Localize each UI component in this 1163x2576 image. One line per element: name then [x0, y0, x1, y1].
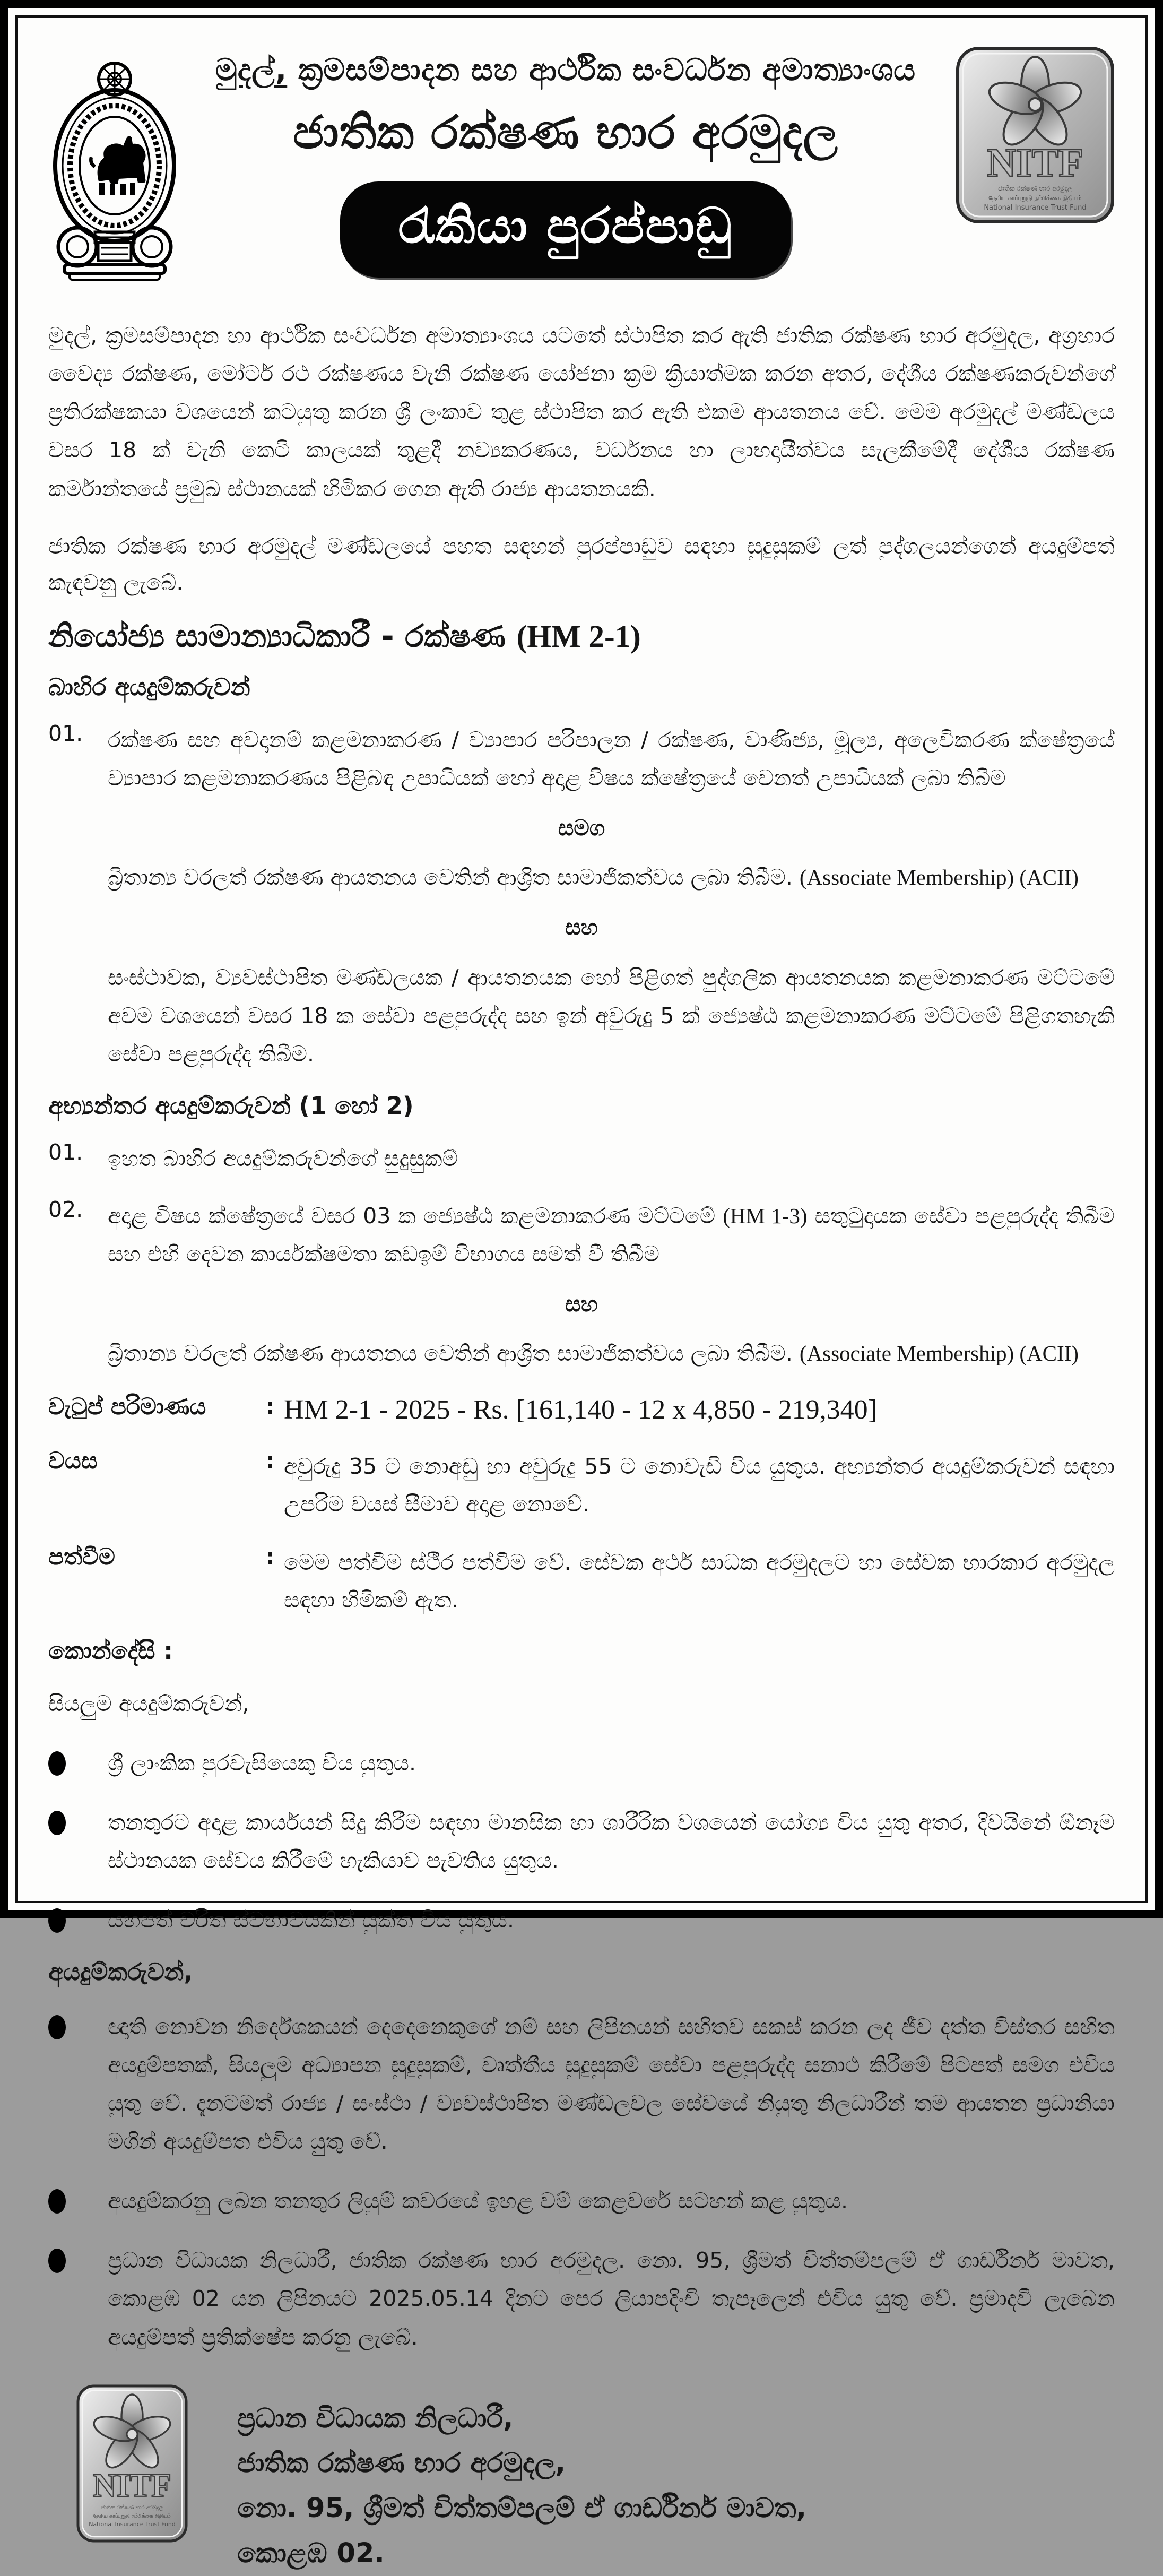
- notice-inner-frame: [15, 15, 1148, 2569]
- condition-bullet-2: [48, 1803, 1115, 1880]
- colon: :: [265, 1544, 275, 1571]
- internal-applicants-heading: අභ්‍යන්තර අයදුම්කරුවන් (1 හෝ 2): [48, 1091, 414, 1120]
- age-value: අවුරුදු 35 ට නොඅඩු හා අවුරුදු 55 ට නොවැඩි විය යුතුය. අභ්‍යන්තර අයදුම්කරුවන් සඳහා උපරිම වයස් සීමාව අදාළ නොවේ.: [284, 1454, 1115, 1517]
- bullet-text: ඥාති නොවන නිර්දේශකයන් දෙදෙනෙකුගේ නම් සහ ලිපිනයන් සහිතව සකස් කරන ලද ජීව දත්ත විස්තර සහිත අයදුම්පතක්, සියලුම අධ්‍යාපන සුදුසුකම්, වෘත්තීය සුදුසුකම් සේවා පළපුරුද්ද සනාථ කිරීමේ පිටපත් සමග එවිය යුතු වේ. දැනටමත් රාජ්‍ය / සංස්ථා / ව්‍යවස්ථාපිත මණ්ඩලවල සේවයේ නියුතු නිලධාරීන් තම ආයතන ප්‍රධානියා මගින් අයදුම්පත එවිය යුතු වේ.: [108, 2013, 1115, 2155]
- item-number: 01.: [48, 721, 83, 747]
- external-experience: සංස්ථාවක, ව්‍යවස්ථාපිත මණ්ඩලයක / ආයතනයක හෝ පිළිගත් පුද්ගලික ආයතනයක කළමනාකරණ මට්ටමේ අවම වශයෙන් වසර 18 ක සේවා පළපුරුද්ද සහ ඉන් අවුරුදු 5 ක් ජ්‍යෙෂ්ඨ කළමනාකරණ මට්ටමේ පිළිගතහැකි සේවා පළපුරුද්ද තිබීම.: [108, 965, 1115, 1067]
- condition-bullet-3: [48, 1901, 1115, 1939]
- external-acii-line: [108, 859, 1115, 896]
- header-titles: [181, 31, 950, 278]
- footer-line-city: කොළඹ 02.: [237, 2537, 385, 2569]
- footer-line-org: ජාතික රක්ෂණ භාර අරමුදල,: [237, 2448, 566, 2479]
- internal-item-01: [48, 1139, 1115, 1178]
- appointment-label: පත්වීම: [48, 1544, 115, 1571]
- nitf-caption-english: National Insurance Trust Fund: [984, 204, 1087, 212]
- conditions-heading: කොන්දේසි :: [48, 1637, 173, 1665]
- nitf-logo-footer: [76, 2384, 188, 2543]
- item-number: 01.: [48, 1139, 83, 1165]
- bullet-icon: [48, 1908, 66, 1933]
- colon: :: [265, 1393, 275, 1420]
- item-number: 02.: [48, 1196, 83, 1222]
- position-title-sinhala: නියෝජ්‍ය සාමාන්‍යාධිකාරී - රක්ෂණ: [48, 618, 517, 655]
- nitf-logo-text: NITF: [92, 2467, 172, 2504]
- nitf-caption-sinhala: ජාතික රක්ෂණ භාර අරමුදල: [101, 2504, 163, 2511]
- nitf-caption-tamil: தேசிய காப்புறுதி நம்பிக்கை நிதியம்: [988, 194, 1082, 202]
- applicants-heading: අයදුම්කරුවන්,: [48, 1957, 193, 1986]
- ministry-title: [186, 53, 945, 88]
- internal-item-02: [48, 1197, 1115, 1273]
- appointment-value: මෙම පත්වීම ස්ථීර පත්වීම වේ. සේවක අර්ථ සාධක අරමුදලට හා සේවක භාරකාර අරමුදල සඳහා හිමිකම් ඇත.: [284, 1550, 1115, 1613]
- joiner-saha: සහ: [565, 914, 598, 940]
- internal-acii-line: [108, 1335, 1115, 1372]
- bullet-text: ශ්‍රී ලාංකික පුරවැසියෙකු විය යුතුය.: [108, 1750, 416, 1776]
- footer-address: [237, 2384, 806, 2576]
- colon: :: [265, 1448, 275, 1475]
- footer: [76, 2384, 1115, 2576]
- nitf-logo: [950, 31, 1115, 226]
- appointment-row: [48, 1544, 1115, 1619]
- acii-english: (Associate Membership) (ACII): [799, 865, 1079, 890]
- item-text: ඉහත බාහිර අයදුම්කරුවන්ගේ සුදුසුකම්: [108, 1145, 458, 1171]
- position-title: [48, 618, 1115, 655]
- acii-english: (Associate Membership) (ACII): [799, 1341, 1079, 1366]
- position-grade: (HM 2-1): [516, 619, 641, 654]
- salary-value: HM 2-1 - 2025 - Rs. [161,140 - 12 x 4,850 - 219,340]: [284, 1394, 877, 1425]
- applicant-bullet-1: [48, 2008, 1115, 2161]
- vacancy-banner: රැකියා පුරප්පාඩු: [340, 181, 791, 278]
- bullet-icon: [48, 1811, 66, 1835]
- sri-lanka-emblem-icon: [48, 31, 181, 293]
- nitf-caption-english: National Insurance Trust Fund: [89, 2520, 176, 2528]
- item-text-part1: අදාළ විෂය ක්ෂේත්‍රයේ වසර 03 ක ජ්‍යෙෂ්ඨ කළමනාකරණ මට්ටමේ: [108, 1203, 723, 1229]
- bullet-text: තනතුරට අදාළ කාර්යයන් සිදු කිරීම සඳහා මානසික හා ශාරීරික වශයෙන් යෝග්‍ය විය යුතු අතර, දිවයිනේ ඕනෑම ස්ථානයක සේවය කිරීමේ හැකියාව පැවතිය යුතුය.: [108, 1810, 1115, 1874]
- footer-line-street: නො. 95, ශ්‍රීමත් චිත්තම්පලම් ඒ ගාර්ඩිනර් මාවත,: [237, 2493, 806, 2525]
- joiner-samaga: සමග: [558, 815, 605, 841]
- bullet-text: ප්‍රධාන විධායක නිලධාරී, ජාතික රක්ෂණ භාර අරමුදල. නො. 95, ශ්‍රීමත් චිත්තම්පලම් ඒ ගාර්ඩිනර් මාවත, කොළඹ 02 යන ලිපිනයට 2025.05.14 දිනට පෙර ලියාපදිංචි තැපෑලෙන් එවිය යුතු වේ. ප්‍රමාදවී ලැබෙන අයදුම්පත් ප්‍රතික්ෂේප කරනු ලැබේ.: [108, 2247, 1115, 2350]
- external-applicants-heading: බාහිර අයදුම්කරුවන්: [48, 673, 250, 702]
- bullet-icon: [48, 2249, 66, 2273]
- age-label: වයස: [48, 1448, 98, 1475]
- joiner-saha-2: සහ: [565, 1291, 598, 1317]
- acii-sinhala: බ්‍රිතාන්‍ය වරලත් රක්ෂණ ආයතනය වෙතින් ආශ්‍රිත සාමාජිකත්වය ලබා තිබීම.: [108, 865, 800, 891]
- bullet-icon: [48, 1751, 66, 1776]
- ministry-title-first-word: මුදල්,: [215, 53, 288, 88]
- salary-label: වැටුප් පරිමාණය: [48, 1393, 206, 1420]
- item-text: රක්ෂණ සහ අවදානම් කළමනාකරණ / ව්‍යාපාර පරිපාලන / රක්ෂණ, වාණිජ්‍ය, මූල්‍ය, අලෙවිකරණ ක්ෂේත්‍රයේ ව්‍යාපාර කළමනාකරණය පිළිබඳ උපාධියක් හෝ අදාළ විෂය ක්ෂේත්‍රයේ වෙනත් උපාධියක් ලබා තිබීම: [108, 727, 1115, 791]
- acii-sinhala: බ්‍රිතාන්‍ය වරලත් රක්ෂණ ආයතනය වෙතින් ආශ්‍රිත සාමාජිකත්වය ලබා තිබීම.: [108, 1341, 800, 1367]
- fund-title: ජාතික රක්ෂණ භාර අරමුදල: [292, 106, 839, 159]
- bullet-text: අයදුම්කරනු ලබන තනතුර ලියුම් කවරයේ ඉහළ වම් කෙළවරේ සටහන් කළ යුතුය.: [108, 2188, 848, 2214]
- salary-row: [48, 1394, 1115, 1427]
- applicant-bullet-3: [48, 2241, 1115, 2356]
- external-item-01: [48, 721, 1115, 797]
- item-grade: (HM 1-3): [723, 1203, 808, 1228]
- nitf-caption-tamil: தேசிய காப்புறுதி நம்பிக்கை நிதியம்: [93, 2513, 171, 2519]
- call-for-applications: ජාතික රක්ෂණ භාර අරමුදල් මණ්ඩලයේ පහත සඳහන් පුරප්පාඩුව සඳහා සුදුසුකම් ලත් පුද්ගලයන්ගෙන් අයදුම්පත් කැඳවනු ලැබේ.: [48, 533, 1115, 596]
- intro-paragraph: මුදල්, ක්‍රමසම්පාදන හා ආර්ථික සංවර්ධන අමාත්‍යාංශය යටතේ ස්ථාපිත කර ඇති ජාතික රක්ෂණ භාර අරමුදල, අග්‍රහාර වෛද්‍ය රක්ෂණ, මෝටර් රථ රක්ෂණය වැනි රක්ෂණ යෝජනා ක්‍රම ක්‍රියාත්මක කරන අතර, දේශීය රක්ෂණකරුවන්ගේ ප්‍රතිරක්ෂකයා වශයෙන් කටයුතු කරන ශ්‍රී ලංකාව තුළ ස්ථාපිත කර ඇති එකම ආයතනය වේ. මෙම අරමුදල් මණ්ඩලය වසර 18 ක් වැනි කෙටි කාලයක් තුළදී නව්‍යකරණය, වර්ධනය හා ලාභදායීත්වය සැලකීමේදී දේශීය රක්ෂණ කර්මාන්තයේ ප්‍රමුඛ ස්ථානයක් හිමිකර ගෙන ඇති රාජ්‍ය ආයතනයකි.: [48, 323, 1115, 502]
- bullet-icon: [48, 2015, 66, 2039]
- condition-bullet-1: [48, 1744, 1115, 1782]
- nitf-caption-sinhala: ජාතික රක්ෂණ භාර අරමුදල: [998, 185, 1072, 192]
- bullet-text: යහපත් චරිත ස්වභාවයකින් යුක්ත විය යුතුය.: [108, 1907, 515, 1933]
- item-text: [108, 1197, 1115, 1273]
- footer-line-officer: ප්‍රධාන විධායක නිලධාරී,: [237, 2402, 514, 2434]
- age-row: [48, 1448, 1115, 1523]
- bullet-icon: [48, 2189, 66, 2214]
- ministry-title-rest: ක්‍රමසම්පාදන සහ ආර්ථික සංවර්ධන අමාත්‍යාංශය: [287, 53, 916, 88]
- applicant-bullet-2: [48, 2182, 1115, 2220]
- conditions-intro: සියලුම අයදුම්කරුවන්,: [48, 1691, 249, 1717]
- item-text-part2: සතුටුදායක සේවා පළපුරුද්ද තිබීම සහ එහි දෙවන කාර්යක්ෂමතා කඩඉම් විභාගය සමත් වී තිබීම: [108, 1203, 1115, 1267]
- nitf-logo-text: NITF: [987, 141, 1083, 185]
- header: [48, 31, 1115, 293]
